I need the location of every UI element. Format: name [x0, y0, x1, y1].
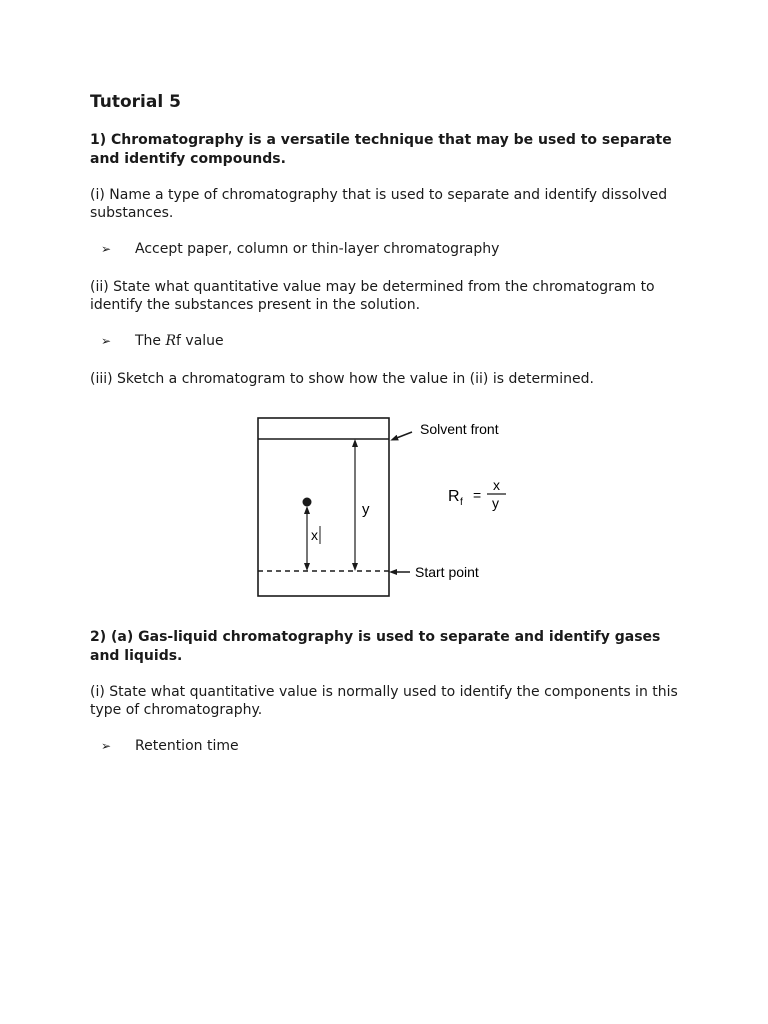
rf-numerator: x	[493, 477, 500, 493]
question-1-heading: 1) Chromatography is a versatile technique that may be used to separate and identify compounds.	[90, 132, 672, 167]
answer-1-ii-suffix: f value	[176, 333, 224, 349]
solvent-front-label: Solvent front	[420, 421, 499, 437]
answer-1-i-text: Accept paper, column or thin-layer chromatography	[135, 241, 500, 257]
arrow-bullet-icon: ➢	[101, 334, 112, 348]
question-1-part-ii: (ii) State what quantitative value may be determined from the chromatogram to identify the substances present in the solution.	[90, 279, 655, 313]
arrow-bullet-icon: ➢	[101, 739, 112, 753]
question-2-part-i: (i) State what quantitative value is normally used to identify the components in this type of chromatography.	[90, 684, 678, 718]
answer-1-ii-prefix: The	[135, 333, 166, 349]
rf-subscript: f	[460, 497, 463, 508]
x-distance-label: x	[311, 527, 318, 543]
page-title: Tutorial 5	[90, 92, 181, 112]
question-1-part-i: (i) Name a type of chromatography that is used to separate and identify dissolved substances.	[90, 187, 668, 221]
start-point-label: Start point	[415, 564, 479, 580]
sample-spot	[303, 498, 312, 507]
answer-1-ii-r-symbol: R	[165, 333, 177, 349]
answer-2-i-text: Retention time	[135, 738, 239, 754]
rf-symbol: R	[448, 488, 460, 505]
arrow-bullet-icon: ➢	[101, 242, 112, 256]
rf-denominator: y	[492, 495, 499, 511]
y-distance-label: y	[362, 501, 370, 518]
question-2-heading: 2) (a) Gas-liquid chromatography is used to separate and identify gases and liquids.	[90, 629, 661, 664]
rf-equals: =	[473, 487, 482, 503]
question-1-part-iii: (iii) Sketch a chromatogram to show how the value in (ii) is determined.	[90, 371, 594, 387]
solvent-front-pointer	[394, 432, 412, 439]
